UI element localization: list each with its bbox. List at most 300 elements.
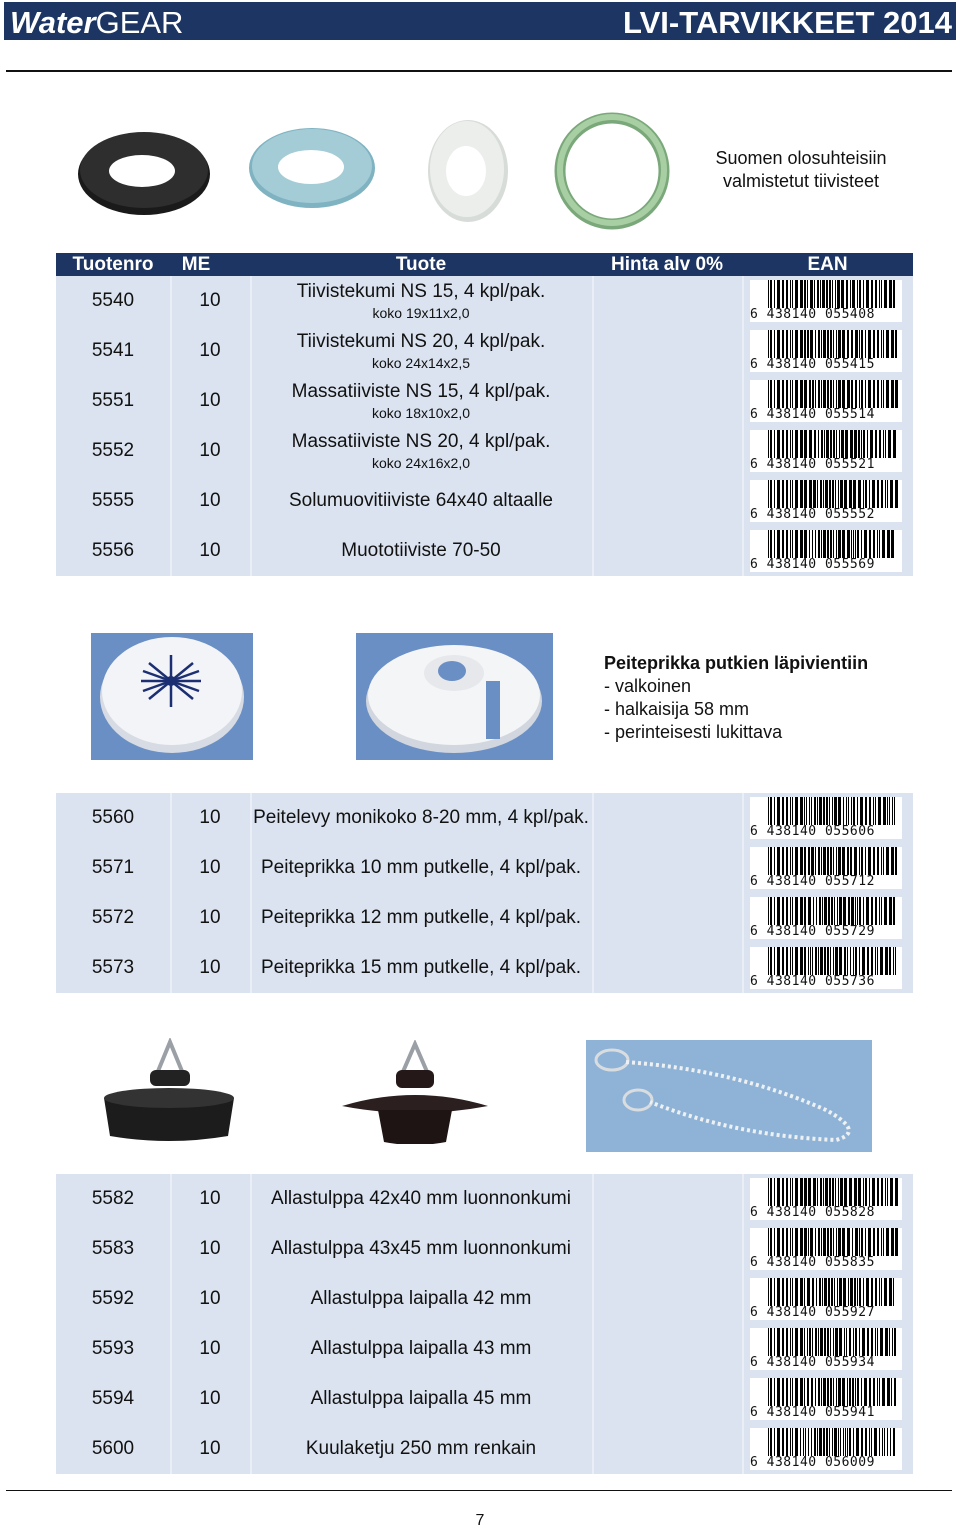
product-name: Allastulppa laipalla 42 mm [310, 1288, 532, 1309]
column-divider [742, 1174, 744, 1224]
barcode-bar [856, 1428, 859, 1456]
barcode-bar [782, 1328, 784, 1356]
tagline-line-2: valmistetut tiivisteet [722, 171, 880, 191]
barcode-bar [891, 1228, 894, 1256]
ean-barcode [750, 1378, 902, 1420]
barcode-bar [795, 847, 798, 875]
cell-price [592, 1224, 742, 1274]
ean-barcode [750, 280, 902, 322]
barcode-bar [834, 1428, 837, 1456]
barcode-bar [814, 1428, 816, 1456]
barcode-bar [815, 330, 816, 358]
barcode-bar [817, 797, 818, 825]
table-row [56, 843, 913, 893]
barcode-bar [813, 480, 816, 508]
barcode-bar [768, 847, 769, 875]
barcode-bar [818, 380, 820, 408]
cell-price [592, 943, 742, 993]
barcode-bar [837, 1278, 838, 1306]
barcode-bar [862, 947, 865, 975]
washer-white-image [426, 118, 510, 224]
barcode-bar [790, 947, 791, 975]
barcode-bar [875, 897, 877, 925]
barcode-bar [854, 1178, 857, 1206]
column-divider [592, 843, 594, 893]
barcode-bar [847, 847, 849, 875]
product-size: koko 24x14x2,5 [371, 355, 471, 371]
barcode-bar [857, 1278, 858, 1306]
barcode-bar [842, 530, 845, 558]
barcode-bar [891, 330, 894, 358]
barcode-bar [810, 280, 813, 308]
product-name: Massatiiviste NS 20, 4 kpl/pak. [291, 431, 551, 452]
barcode-bar [804, 1328, 805, 1356]
barcode-bar [838, 480, 839, 508]
barcode-bar [831, 1278, 833, 1306]
barcode-bar [859, 1228, 860, 1256]
barcode-bar [834, 897, 835, 925]
cell-price [592, 1424, 742, 1474]
barcode-bar [774, 947, 775, 975]
barcode-bar [868, 380, 871, 408]
column-divider [742, 1324, 744, 1374]
barcode-bar [810, 947, 811, 975]
cell-product-number: 5583 [91, 1238, 135, 1259]
column-divider [250, 1274, 252, 1324]
barcode-bars [768, 947, 898, 975]
barcode-bar [786, 530, 788, 558]
barcode-bar [865, 847, 866, 875]
barcode-bar [804, 380, 807, 408]
cell-unit: 10 [199, 540, 221, 561]
cell-product-number: 5560 [91, 807, 135, 828]
barcode-bar [823, 1178, 824, 1206]
barcode-bar [879, 280, 880, 308]
barcode-bar [881, 1228, 882, 1256]
cell-product-number: 5593 [91, 1338, 135, 1359]
tagline-line-1: Suomen olosuhteisiin [715, 148, 887, 168]
barcode-bar [830, 1228, 832, 1256]
barcode-bar [875, 1328, 876, 1356]
barcode-bar [883, 330, 884, 358]
cell-price [592, 326, 742, 376]
barcode-bar [811, 847, 814, 875]
brand-prefix: Water [10, 5, 96, 40]
ean-number: 6 438140 055927 [750, 1305, 875, 1320]
barcode-bar [815, 847, 816, 875]
column-divider [592, 326, 594, 376]
ean-number: 6 438140 055606 [750, 824, 875, 839]
barcode-bar [795, 430, 798, 458]
barcode-bar [795, 480, 798, 508]
barcode-bar [859, 947, 860, 975]
cover-plate-star-image [91, 633, 253, 760]
column-divider [592, 1374, 594, 1424]
barcode-bar [877, 1328, 878, 1356]
table-row [56, 1324, 913, 1374]
column-divider [170, 1224, 172, 1274]
cell-unit: 10 [199, 440, 221, 461]
cell-price [592, 1374, 742, 1424]
barcode-bar [842, 330, 845, 358]
barcode-bar [842, 1228, 845, 1256]
product-table-seals [56, 276, 913, 576]
barcode-bar [859, 380, 860, 408]
barcode-bar [792, 1378, 793, 1406]
barcode-bar [770, 1378, 772, 1406]
barcode-bar [815, 947, 817, 975]
cell-price [592, 476, 742, 526]
barcode-bar [804, 480, 807, 508]
barcode-bar [818, 1228, 820, 1256]
barcode-bar [774, 1278, 775, 1306]
barcode-bar [782, 1378, 784, 1406]
column-divider [592, 1424, 594, 1474]
barcode-bar [804, 330, 806, 358]
cell-unit: 10 [199, 1238, 221, 1259]
table-row [56, 426, 913, 476]
barcode-bar [843, 897, 846, 925]
cell-product-name [250, 276, 592, 326]
cell-unit: 10 [199, 390, 221, 411]
barcode-bar [877, 1378, 878, 1406]
ean-number: 6 438140 056009 [750, 1455, 875, 1470]
barcode-bar [816, 897, 817, 925]
barcode-bar [837, 897, 838, 925]
barcode-bar [889, 1328, 890, 1356]
barcode-bar [810, 1228, 813, 1256]
brand-suffix: GEAR [95, 5, 184, 40]
barcode-bar [893, 1428, 895, 1456]
barcode-bar [850, 847, 852, 875]
barcode-bar [807, 1378, 809, 1406]
barcode-bar [792, 1428, 793, 1456]
barcode-bar [827, 1228, 829, 1256]
product-name: Peiteprikka 10 mm putkelle, 4 kpl/pak. [261, 857, 581, 878]
barcode-bar [895, 330, 897, 358]
barcode-bar [833, 380, 834, 408]
barcode-bar [835, 280, 836, 308]
cell-price [592, 793, 742, 843]
barcode-bars [768, 1328, 898, 1356]
barcode-bar [839, 897, 842, 925]
barcode-bar [786, 380, 788, 408]
barcode-bar [872, 480, 875, 508]
barcode-bar [786, 430, 788, 458]
barcode-bar [895, 847, 897, 875]
barcode-bar [853, 530, 854, 558]
barcode-bar [808, 1228, 809, 1256]
ean-barcode [750, 430, 902, 472]
barcode-bar [774, 330, 775, 358]
ean-number: 6 438140 055514 [750, 407, 875, 422]
section2-bullet-3: - perinteisesti lukittava [604, 722, 783, 742]
barcode-bar [792, 1278, 793, 1306]
barcode-bar [847, 1228, 850, 1256]
barcode-bar [883, 1228, 884, 1256]
cell-product-name [250, 1374, 592, 1424]
barcode-bar [790, 1378, 791, 1406]
ean-number: 6 438140 055828 [750, 1205, 875, 1220]
barcode-bar [786, 1428, 788, 1456]
barcode-bar [874, 1428, 877, 1456]
barcode-bar [838, 380, 841, 408]
barcode-bar [895, 1228, 898, 1256]
barcode-bar [833, 430, 835, 458]
barcode-bar [883, 380, 884, 408]
column-divider [170, 843, 172, 893]
barcode-bar [891, 380, 894, 408]
barcode-bar [821, 1228, 822, 1256]
cell-product-number: 5582 [91, 1188, 135, 1209]
barcode-bar [815, 1228, 816, 1256]
cell-product-number: 5573 [91, 957, 135, 978]
barcode-bar [865, 330, 866, 358]
column-divider [592, 1224, 594, 1274]
barcode-bar [849, 1428, 851, 1456]
barcode-bar [800, 480, 803, 508]
barcode-bar [853, 947, 854, 975]
barcode-bar [861, 1228, 863, 1256]
column-divider [742, 943, 744, 993]
barcode-bar [823, 847, 826, 875]
barcode-bar [885, 480, 886, 508]
barcode-bar [818, 947, 819, 975]
barcode-bar [804, 1378, 805, 1406]
barcode-bar [823, 380, 826, 408]
barcode-bar [877, 1228, 879, 1256]
cell-unit: 10 [199, 1188, 221, 1209]
barcode-bar [777, 430, 780, 458]
barcode-bar [795, 1278, 798, 1306]
barcode-bar [851, 380, 853, 408]
barcode-bar [836, 330, 837, 358]
barcode-bar [861, 330, 863, 358]
barcode-bar [873, 380, 875, 408]
barcode-bar [851, 897, 854, 925]
barcode-bar [831, 897, 833, 925]
barcode-bar [877, 847, 879, 875]
table-row [56, 276, 913, 326]
barcode-bar [835, 1178, 836, 1206]
cover-plate-split-image [356, 633, 553, 760]
barcode-bar [851, 530, 852, 558]
barcode-bar [774, 1178, 775, 1206]
column-divider [592, 1274, 594, 1324]
barcode-bar [782, 330, 784, 358]
ean-barcode [750, 530, 902, 572]
barcode-bar [825, 1178, 828, 1206]
barcode-bar [777, 330, 780, 358]
barcode-bar [853, 480, 856, 508]
barcode-bar [826, 797, 828, 825]
barcode-bar [858, 1178, 861, 1206]
cell-product-number: 5594 [91, 1388, 135, 1409]
barcode-bar [864, 530, 867, 558]
cell-unit: 10 [199, 1438, 221, 1459]
barcode-bar [774, 530, 775, 558]
cell-product-number: 5572 [91, 907, 135, 928]
cell-product-name [250, 1324, 592, 1374]
ean-number: 6 438140 055569 [750, 557, 875, 572]
barcode-bar [863, 1278, 864, 1306]
barcode-bar [770, 1428, 772, 1456]
barcode-bar [825, 480, 828, 508]
barcode-bar [809, 797, 810, 825]
cell-product-name [250, 1174, 592, 1224]
barcode-bar [768, 480, 769, 508]
barcode-bar [818, 847, 820, 875]
barcode-bar [800, 380, 803, 408]
barcode-bar [884, 897, 887, 925]
barcode-bar [782, 797, 784, 825]
barcode-bar [863, 897, 864, 925]
barcode-bar [833, 1228, 834, 1256]
barcode-bars [768, 280, 898, 308]
barcode-bar [768, 1228, 769, 1256]
barcode-bar [891, 847, 894, 875]
barcode-bar [786, 947, 788, 975]
barcode-bar [777, 1228, 780, 1256]
barcode-bar [826, 430, 829, 458]
column-divider [742, 476, 744, 526]
barcode-bar [869, 1428, 870, 1456]
barcode-bar [881, 480, 883, 508]
barcode-bar [877, 380, 879, 408]
cell-unit: 10 [199, 1288, 221, 1309]
cell-product-name [250, 893, 592, 943]
table-row [56, 376, 913, 426]
cell-product-name [250, 1274, 592, 1324]
barcode-bar [838, 1428, 839, 1456]
ean-number: 6 438140 055408 [750, 307, 875, 322]
barcode-bar [804, 897, 806, 925]
ean-number: 6 438140 055736 [750, 974, 875, 989]
barcode-bar [768, 947, 769, 975]
barcode-bar [826, 1428, 828, 1456]
barcode-bar [887, 1378, 890, 1406]
barcode-bar [790, 847, 791, 875]
cell-price [592, 276, 742, 326]
barcode-bar [861, 430, 862, 458]
barcode-bar [865, 1178, 867, 1206]
barcode-bar [869, 1378, 871, 1406]
barcode-bar [847, 380, 850, 408]
barcode-bar [881, 897, 882, 925]
barcode-bar [863, 1178, 864, 1206]
column-divider [250, 426, 252, 476]
barcode-bar [853, 797, 855, 825]
barcode-bar [830, 530, 832, 558]
product-size: koko 24x16x2,0 [371, 455, 471, 471]
barcode-bar [871, 280, 873, 308]
barcode-bar [852, 280, 855, 308]
column-divider [170, 1174, 172, 1224]
barcode-bar [833, 530, 834, 558]
barcode-bar [846, 1328, 847, 1356]
barcode-bar [821, 847, 822, 875]
barcode-bar [859, 897, 861, 925]
barcode-bar [894, 1378, 896, 1406]
cell-product-name [250, 843, 592, 893]
cell-product-number: 5541 [91, 340, 135, 361]
barcode-bar [827, 947, 829, 975]
barcode-bar [812, 947, 813, 975]
barcode-bar [882, 530, 885, 558]
cell-unit: 10 [199, 957, 221, 978]
barcode-bar [786, 1178, 788, 1206]
barcode-bar [861, 1378, 862, 1406]
barcode-bar [829, 280, 831, 308]
barcode-bar [792, 280, 793, 308]
barcode-bar [782, 380, 784, 408]
column-divider [170, 376, 172, 426]
barcode-bar [847, 530, 850, 558]
barcode-bar [886, 330, 889, 358]
column-divider [170, 893, 172, 943]
barcode-bar [790, 1178, 791, 1206]
barcode-bar [844, 480, 847, 508]
cell-price [592, 1274, 742, 1324]
column-divider [170, 1374, 172, 1424]
barcode-bar [859, 330, 860, 358]
barcode-bar [774, 480, 775, 508]
barcode-bar [869, 797, 871, 825]
cell-product-name [250, 476, 592, 526]
barcode-bar [786, 1228, 788, 1256]
barcode-bar [873, 1378, 875, 1406]
ean-number: 6 438140 055552 [750, 507, 875, 522]
barcode-bar [774, 1328, 775, 1356]
barcode-bar [895, 380, 898, 408]
barcode-bar [852, 1378, 854, 1406]
barcode-bar [821, 380, 822, 408]
barcode-bar [827, 847, 829, 875]
barcode-bar [774, 280, 775, 308]
cell-unit: 10 [199, 907, 221, 928]
barcode-bar [768, 330, 769, 358]
barcode-bar [804, 847, 806, 875]
barcode-bar [829, 797, 830, 825]
barcode-bar [871, 1328, 873, 1356]
barcode-bar [807, 1278, 810, 1306]
barcode-bar [786, 480, 788, 508]
barcode-bar [861, 1428, 863, 1456]
barcode-bar [819, 797, 822, 825]
barcode-bars [768, 330, 898, 358]
barcode-bar [832, 280, 833, 308]
barcode-bar [800, 530, 803, 558]
column-divider [170, 276, 172, 326]
barcode-bar [839, 430, 840, 458]
cell-product-name [250, 326, 592, 376]
barcode-bar [890, 1428, 891, 1456]
barcode-bar [835, 947, 838, 975]
barcode-bar [777, 1378, 780, 1406]
barcode-bar [827, 530, 829, 558]
barcode-bar [886, 847, 889, 875]
barcode-bar [869, 480, 870, 508]
column-divider [170, 326, 172, 376]
barcode-bar [817, 280, 819, 308]
barcode-bar [777, 380, 780, 408]
product-name: Tiivistekumi NS 20, 4 kpl/pak. [296, 331, 546, 352]
barcode-bar [867, 1328, 869, 1356]
column-divider [592, 1174, 594, 1224]
barcode-bar [810, 330, 813, 358]
barcode-bar [792, 847, 793, 875]
table-header [56, 253, 913, 276]
